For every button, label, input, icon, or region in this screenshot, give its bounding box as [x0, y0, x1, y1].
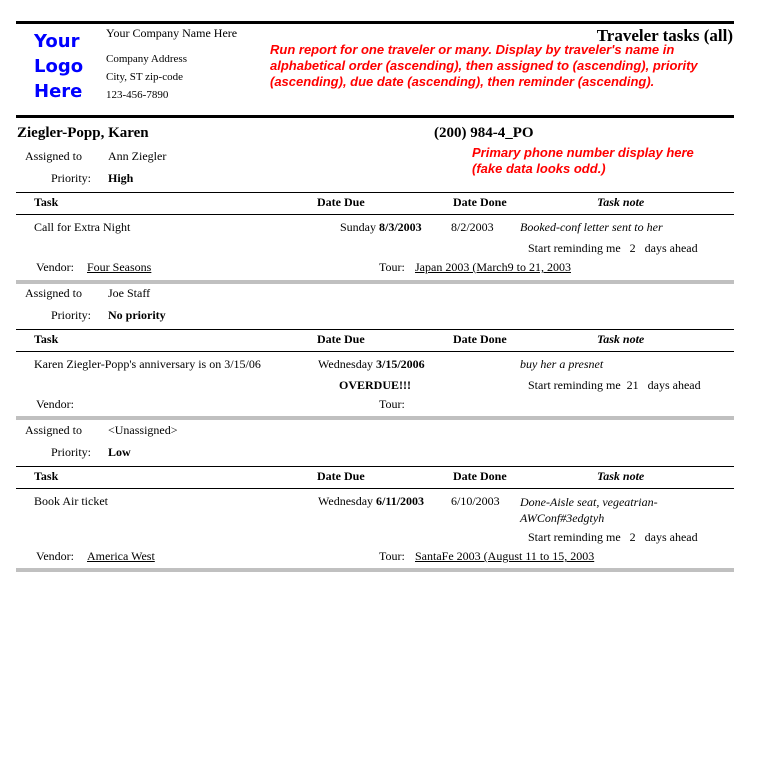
task-note — [520, 494, 658, 526]
company-address: Company Address — [106, 53, 187, 65]
column-header-top-rule — [16, 192, 734, 193]
tour-link[interactable]: Japan 2003 (March9 to 21, 2003 — [415, 260, 571, 274]
logo-line: Here — [34, 81, 83, 102]
column-header-task-note: Task note — [597, 195, 645, 209]
instruction-line: Run report for one traveler or many. Display by traveler's name in — [270, 42, 675, 57]
column-header-bottom-rule — [16, 214, 734, 215]
task-reminder: Start reminding me 2 days ahead — [528, 241, 698, 255]
header-bottom-rule — [16, 115, 734, 118]
due-day: Wednesday — [318, 494, 374, 508]
assigned-to-label: Assigned to — [25, 286, 82, 300]
assigned-to-value: <Unassigned> — [108, 423, 178, 437]
task-date-done: 8/2/2003 — [451, 220, 494, 234]
task-due-date — [318, 357, 425, 372]
due-date: 6/11/2003 — [376, 494, 425, 508]
column-header-task: Task — [34, 332, 59, 346]
priority-value: No priority — [108, 308, 166, 322]
vendor-link[interactable]: Four Seasons — [87, 260, 152, 274]
report-title: Traveler tasks (all) — [596, 26, 733, 45]
group-separator — [16, 568, 734, 572]
assigned-to-label: Assigned to — [25, 149, 82, 163]
column-header-date-due: Date Due — [317, 469, 365, 483]
column-header-bottom-rule — [16, 351, 734, 352]
column-header-date-done: Date Done — [453, 469, 507, 483]
column-header-date-due: Date Due — [317, 332, 365, 346]
due-day: Sunday — [340, 220, 376, 234]
column-header-date-due: Date Due — [317, 195, 365, 209]
assigned-to-value: Joe Staff — [108, 286, 151, 300]
priority-label: Priority: — [51, 308, 92, 322]
vendor-label: Vendor: — [36, 260, 74, 274]
remind-days: 2 — [629, 530, 636, 544]
traveler-phone: (200) 984-4_PO — [434, 125, 534, 141]
task-note-line: Done-Aisle seat, vegeatrian- — [520, 495, 658, 509]
task-due-date — [340, 220, 422, 235]
instruction-line: (ascending), due date (ascending), then reminder (ascending). — [270, 74, 655, 89]
task-reminder: Start reminding me 21 days ahead — [528, 378, 701, 392]
task-date-done: 6/10/2003 — [451, 494, 500, 508]
column-header-task: Task — [34, 469, 59, 483]
task-note: Booked-conf letter sent to her — [520, 220, 663, 234]
column-header-top-rule — [16, 466, 734, 467]
vendor-link[interactable]: America West — [87, 549, 155, 563]
task-reminder: Start reminding me 2 days ahead — [528, 530, 698, 544]
overdue-flag: OVERDUE!!! — [339, 378, 411, 392]
priority-value: Low — [108, 445, 131, 459]
phone-note-line: (fake data looks odd.) — [472, 161, 606, 176]
tour-label: Tour: — [379, 397, 405, 411]
column-header-task-note: Task note — [597, 332, 645, 346]
phone-note — [472, 145, 694, 177]
task-name: Book Air ticket — [34, 494, 108, 508]
task-name: Call for Extra Night — [34, 220, 131, 234]
column-header-bottom-rule — [16, 488, 734, 489]
assigned-to-value: Ann Ziegler — [108, 149, 167, 163]
logo-line: Your — [34, 31, 80, 52]
tour-label: Tour: — [379, 260, 405, 274]
group-separator — [16, 416, 734, 420]
logo-line: Logo — [34, 56, 84, 77]
tour-label: Tour: — [379, 549, 405, 563]
company-city: City, ST zip-code — [106, 71, 183, 83]
column-header-task-note: Task note — [597, 469, 645, 483]
header-top-rule — [16, 21, 734, 24]
group-separator — [16, 280, 734, 284]
priority-label: Priority: — [51, 171, 92, 185]
company-name: Your Company Name Here — [106, 26, 238, 40]
priority-value: High — [108, 171, 134, 185]
column-header-top-rule — [16, 329, 734, 330]
task-name: Karen Ziegler-Popp's anniversary is on 3/15/06 — [34, 357, 261, 371]
vendor-label: Vendor: — [36, 397, 74, 411]
task-due-date — [318, 494, 424, 509]
priority-label: Priority: — [51, 445, 92, 459]
vendor-label: Vendor: — [36, 549, 74, 563]
tour-link[interactable]: SantaFe 2003 (August 11 to 15, 2003 — [415, 549, 595, 563]
task-note: buy her a presnet — [520, 357, 604, 371]
column-header-date-done: Date Done — [453, 332, 507, 346]
company-phone: 123-456-7890 — [106, 89, 169, 101]
column-header-task: Task — [34, 195, 59, 209]
column-header-date-done: Date Done — [453, 195, 507, 209]
due-date: 8/3/2003 — [379, 220, 422, 234]
remind-days: 2 — [629, 241, 636, 255]
task-note-line: AWConf#3edgtyh — [520, 511, 605, 525]
traveler-name: Ziegler-Popp, Karen — [17, 125, 149, 141]
report-instructions — [270, 42, 698, 90]
logo-placeholder — [34, 29, 83, 104]
remind-days: 21 — [626, 378, 639, 392]
instruction-line: alphabetical order (ascending), then assigned to (ascending), priority — [270, 58, 698, 73]
due-day: Wednesday — [318, 357, 374, 371]
phone-note-line: Primary phone number display here — [472, 145, 694, 160]
due-date: 3/15/2006 — [376, 357, 425, 371]
assigned-to-label: Assigned to — [25, 423, 82, 437]
